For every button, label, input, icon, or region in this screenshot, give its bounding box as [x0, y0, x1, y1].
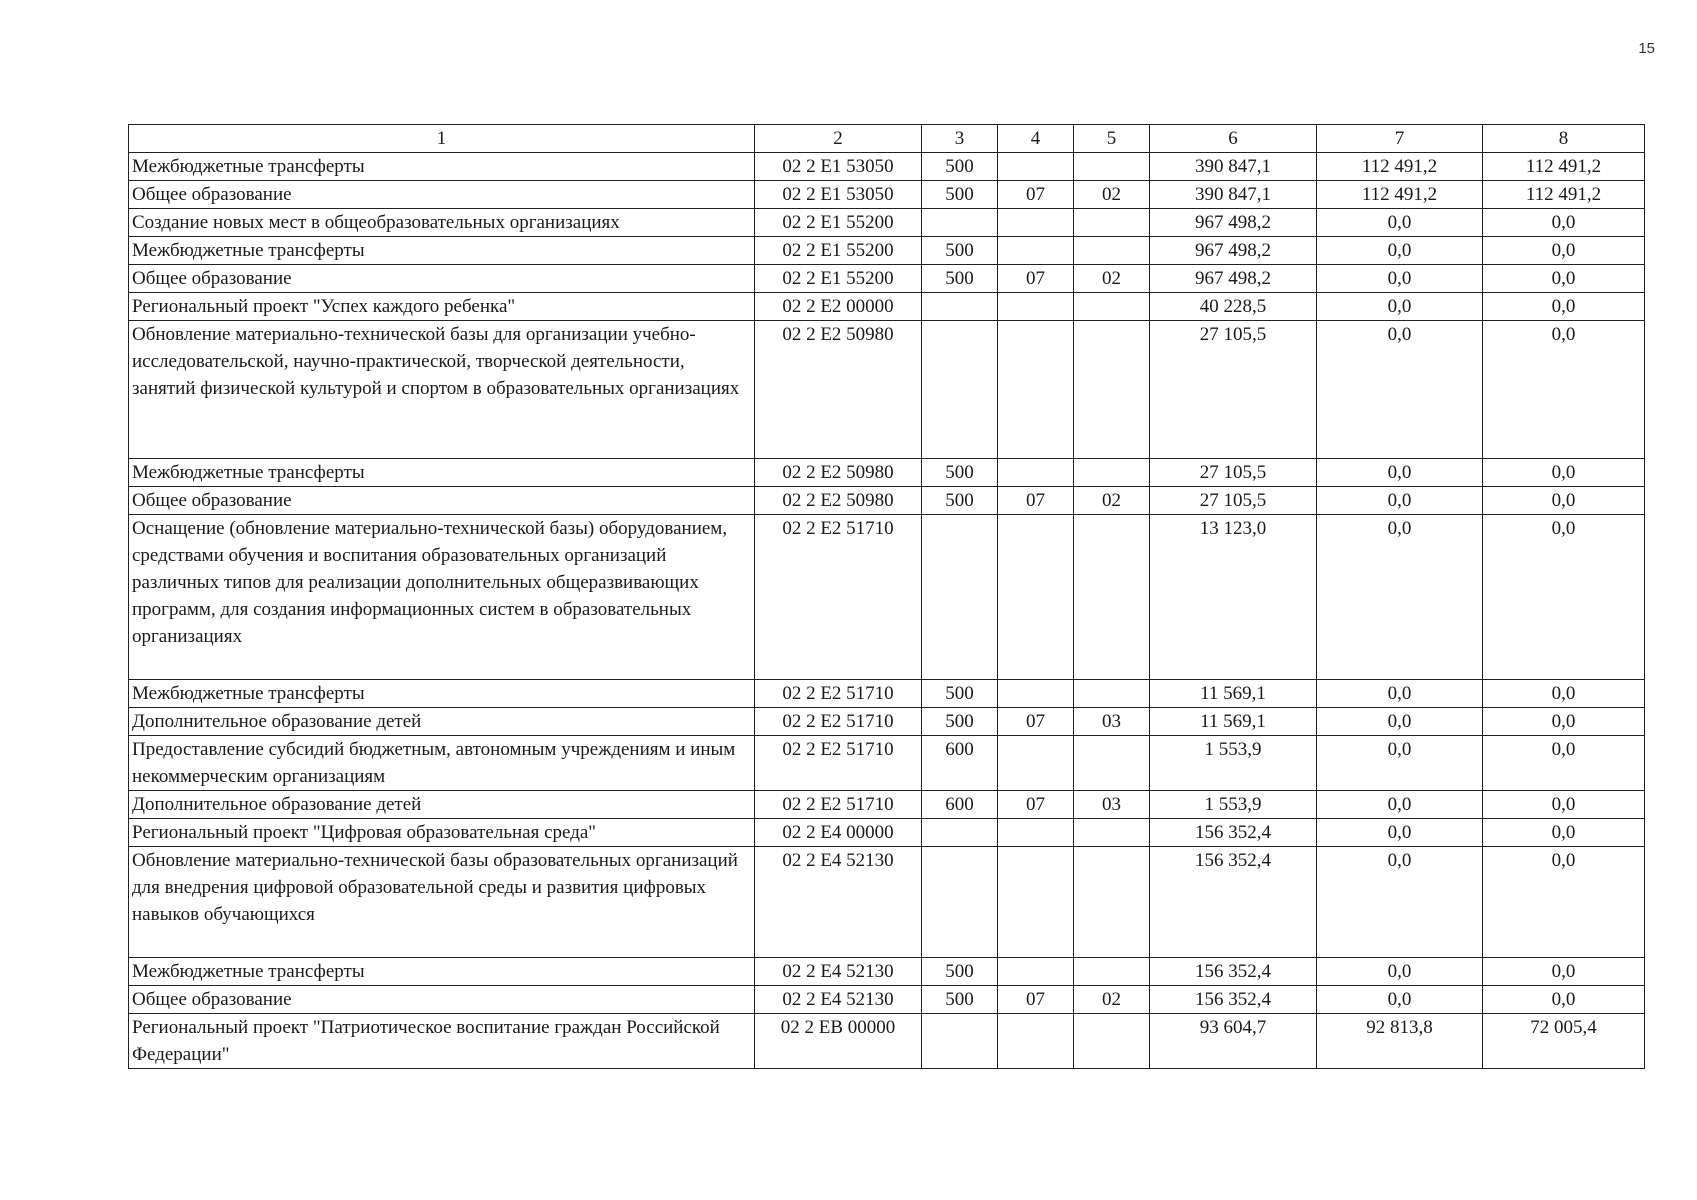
row-code-cell: 02 2 E4 52130 — [755, 847, 922, 958]
row-value-7-cell: 0,0 — [1317, 986, 1483, 1014]
row-rz-cell — [998, 819, 1074, 847]
row-vr-cell — [922, 847, 998, 958]
row-vr-cell: 500 — [922, 459, 998, 487]
row-name-cell: Региональный проект "Успех каждого ребенка" — [129, 293, 755, 321]
row-value-7-cell: 0,0 — [1317, 791, 1483, 819]
row-pr-cell — [1074, 459, 1150, 487]
row-value-6-cell: 156 352,4 — [1150, 819, 1317, 847]
row-vr-cell: 600 — [922, 736, 998, 791]
row-rz-cell — [998, 153, 1074, 181]
row-pr-cell: 03 — [1074, 708, 1150, 736]
row-value-8-cell: 72 005,4 — [1483, 1014, 1645, 1069]
table-row — [129, 153, 1645, 181]
row-value-7-cell: 0,0 — [1317, 736, 1483, 791]
row-name-cell: Дополнительное образование детей — [129, 791, 755, 819]
budget-table — [128, 124, 1645, 1069]
row-value-8-cell: 0,0 — [1483, 736, 1645, 791]
row-value-6-cell: 27 105,5 — [1150, 321, 1317, 459]
row-value-6-cell: 27 105,5 — [1150, 487, 1317, 515]
row-vr-cell — [922, 293, 998, 321]
row-value-7-cell: 0,0 — [1317, 459, 1483, 487]
table-row — [129, 209, 1645, 237]
row-value-7-cell: 112 491,2 — [1317, 153, 1483, 181]
row-rz-cell — [998, 847, 1074, 958]
row-value-7-cell: 0,0 — [1317, 209, 1483, 237]
column-header: 3 — [922, 125, 998, 153]
row-pr-cell — [1074, 1014, 1150, 1069]
row-code-cell: 02 2 E4 52130 — [755, 958, 922, 986]
row-rz-cell: 07 — [998, 181, 1074, 209]
row-code-cell: 02 2 E1 55200 — [755, 237, 922, 265]
row-code-cell: 02 2 EB 00000 — [755, 1014, 922, 1069]
row-pr-cell — [1074, 847, 1150, 958]
row-pr-cell — [1074, 209, 1150, 237]
row-value-8-cell: 0,0 — [1483, 847, 1645, 958]
row-vr-cell — [922, 321, 998, 459]
row-value-8-cell: 0,0 — [1483, 986, 1645, 1014]
column-header: 2 — [755, 125, 922, 153]
row-pr-cell — [1074, 321, 1150, 459]
row-rz-cell — [998, 459, 1074, 487]
row-name-cell: Общее образование — [129, 487, 755, 515]
row-value-8-cell: 0,0 — [1483, 487, 1645, 515]
row-vr-cell: 600 — [922, 791, 998, 819]
row-rz-cell — [998, 209, 1074, 237]
row-rz-cell — [998, 958, 1074, 986]
table-row — [129, 181, 1645, 209]
row-value-8-cell: 0,0 — [1483, 237, 1645, 265]
row-vr-cell: 500 — [922, 265, 998, 293]
row-value-7-cell: 0,0 — [1317, 708, 1483, 736]
row-rz-cell: 07 — [998, 791, 1074, 819]
row-vr-cell — [922, 209, 998, 237]
table-row — [129, 321, 1645, 459]
row-value-6-cell: 1 553,9 — [1150, 791, 1317, 819]
row-value-7-cell: 0,0 — [1317, 265, 1483, 293]
row-value-6-cell: 27 105,5 — [1150, 459, 1317, 487]
row-value-6-cell: 11 569,1 — [1150, 708, 1317, 736]
row-name-cell: Региональный проект "Цифровая образовательная среда" — [129, 819, 755, 847]
table-row — [129, 459, 1645, 487]
row-value-6-cell: 156 352,4 — [1150, 986, 1317, 1014]
table-row — [129, 515, 1645, 680]
row-vr-cell: 500 — [922, 708, 998, 736]
row-value-6-cell: 11 569,1 — [1150, 680, 1317, 708]
row-name-cell: Общее образование — [129, 986, 755, 1014]
table-row — [129, 487, 1645, 515]
row-name-cell: Общее образование — [129, 265, 755, 293]
row-value-7-cell: 0,0 — [1317, 847, 1483, 958]
row-value-8-cell: 0,0 — [1483, 708, 1645, 736]
row-pr-cell — [1074, 293, 1150, 321]
row-code-cell: 02 2 E1 55200 — [755, 265, 922, 293]
row-pr-cell — [1074, 153, 1150, 181]
row-code-cell: 02 2 E2 50980 — [755, 321, 922, 459]
row-rz-cell — [998, 515, 1074, 680]
row-name-cell: Межбюджетные трансферты — [129, 153, 755, 181]
row-rz-cell: 07 — [998, 708, 1074, 736]
row-code-cell: 02 2 E2 50980 — [755, 487, 922, 515]
row-value-7-cell: 0,0 — [1317, 487, 1483, 515]
row-code-cell: 02 2 E2 51710 — [755, 515, 922, 680]
row-vr-cell: 500 — [922, 237, 998, 265]
row-code-cell: 02 2 E1 55200 — [755, 209, 922, 237]
row-value-6-cell: 156 352,4 — [1150, 958, 1317, 986]
row-value-7-cell: 0,0 — [1317, 321, 1483, 459]
table-row — [129, 265, 1645, 293]
row-name-cell: Межбюджетные трансферты — [129, 958, 755, 986]
row-vr-cell: 500 — [922, 153, 998, 181]
row-code-cell: 02 2 E1 53050 — [755, 153, 922, 181]
row-pr-cell: 02 — [1074, 487, 1150, 515]
row-value-6-cell: 13 123,0 — [1150, 515, 1317, 680]
row-code-cell: 02 2 E2 51710 — [755, 791, 922, 819]
row-value-6-cell: 390 847,1 — [1150, 153, 1317, 181]
row-value-6-cell: 1 553,9 — [1150, 736, 1317, 791]
row-pr-cell — [1074, 736, 1150, 791]
row-value-8-cell: 0,0 — [1483, 515, 1645, 680]
row-name-cell: Дополнительное образование детей — [129, 708, 755, 736]
row-rz-cell — [998, 680, 1074, 708]
table-row — [129, 958, 1645, 986]
row-name-cell: Оснащение (обновление материально-технической базы) оборудованием, средствами обучения и воспитания образовательных организаций различных типов для реализации дополнительных общеразвивающих программ, для создания информационных систем в образовательных организациях — [129, 515, 755, 680]
row-value-8-cell: 0,0 — [1483, 819, 1645, 847]
column-header: 6 — [1150, 125, 1317, 153]
row-name-cell: Межбюджетные трансферты — [129, 237, 755, 265]
row-vr-cell: 500 — [922, 487, 998, 515]
row-value-6-cell: 40 228,5 — [1150, 293, 1317, 321]
row-pr-cell — [1074, 958, 1150, 986]
row-pr-cell — [1074, 819, 1150, 847]
row-value-8-cell: 112 491,2 — [1483, 181, 1645, 209]
row-value-6-cell: 156 352,4 — [1150, 847, 1317, 958]
table-row — [129, 736, 1645, 791]
row-value-7-cell: 92 813,8 — [1317, 1014, 1483, 1069]
row-vr-cell: 500 — [922, 986, 998, 1014]
row-value-6-cell: 390 847,1 — [1150, 181, 1317, 209]
row-value-6-cell: 967 498,2 — [1150, 237, 1317, 265]
row-value-8-cell: 0,0 — [1483, 265, 1645, 293]
row-value-8-cell: 0,0 — [1483, 791, 1645, 819]
row-vr-cell — [922, 1014, 998, 1069]
table-header-row — [129, 125, 1645, 153]
row-value-8-cell: 0,0 — [1483, 680, 1645, 708]
row-code-cell: 02 2 E4 00000 — [755, 819, 922, 847]
row-value-7-cell: 0,0 — [1317, 293, 1483, 321]
row-name-cell: Региональный проект "Патриотическое воспитание граждан Российской Федерации" — [129, 1014, 755, 1069]
row-pr-cell: 03 — [1074, 791, 1150, 819]
table-row — [129, 819, 1645, 847]
row-name-cell: Обновление материально-технической базы для организации учебно-исследовательской, научно-практической, творческой деятельности, занятий физической культурой и спортом в образовательных организациях — [129, 321, 755, 459]
row-vr-cell — [922, 819, 998, 847]
row-value-7-cell: 112 491,2 — [1317, 181, 1483, 209]
row-code-cell: 02 2 E1 53050 — [755, 181, 922, 209]
row-rz-cell — [998, 736, 1074, 791]
row-pr-cell: 02 — [1074, 181, 1150, 209]
row-name-cell: Создание новых мест в общеобразовательных организациях — [129, 209, 755, 237]
row-value-8-cell: 112 491,2 — [1483, 153, 1645, 181]
column-header: 5 — [1074, 125, 1150, 153]
row-vr-cell — [922, 515, 998, 680]
row-value-8-cell: 0,0 — [1483, 321, 1645, 459]
row-rz-cell: 07 — [998, 265, 1074, 293]
row-code-cell: 02 2 E2 51710 — [755, 736, 922, 791]
row-value-8-cell: 0,0 — [1483, 958, 1645, 986]
row-pr-cell — [1074, 680, 1150, 708]
table-row — [129, 708, 1645, 736]
column-header: 1 — [129, 125, 755, 153]
row-rz-cell: 07 — [998, 487, 1074, 515]
table-row — [129, 986, 1645, 1014]
row-value-7-cell: 0,0 — [1317, 958, 1483, 986]
column-header: 8 — [1483, 125, 1645, 153]
row-name-cell: Обновление материально-технической базы образовательных организаций для внедрения цифровой образовательной среды и развития цифровых навыков обучающихся — [129, 847, 755, 958]
table-row — [129, 1014, 1645, 1069]
row-value-6-cell: 93 604,7 — [1150, 1014, 1317, 1069]
row-name-cell: Предоставление субсидий бюджетным, автономным учреждениям и иным некоммерческим организациям — [129, 736, 755, 791]
row-vr-cell: 500 — [922, 680, 998, 708]
column-header: 4 — [998, 125, 1074, 153]
row-pr-cell — [1074, 237, 1150, 265]
row-vr-cell: 500 — [922, 958, 998, 986]
row-name-cell: Общее образование — [129, 181, 755, 209]
row-value-7-cell: 0,0 — [1317, 515, 1483, 680]
row-value-8-cell: 0,0 — [1483, 293, 1645, 321]
row-vr-cell: 500 — [922, 181, 998, 209]
table-row — [129, 680, 1645, 708]
row-code-cell: 02 2 E2 51710 — [755, 708, 922, 736]
row-name-cell: Межбюджетные трансферты — [129, 459, 755, 487]
row-value-8-cell: 0,0 — [1483, 209, 1645, 237]
row-code-cell: 02 2 E2 00000 — [755, 293, 922, 321]
row-code-cell: 02 2 E2 50980 — [755, 459, 922, 487]
row-pr-cell — [1074, 515, 1150, 680]
row-value-7-cell: 0,0 — [1317, 680, 1483, 708]
row-value-7-cell: 0,0 — [1317, 237, 1483, 265]
table-row — [129, 847, 1645, 958]
row-value-6-cell: 967 498,2 — [1150, 209, 1317, 237]
row-rz-cell — [998, 237, 1074, 265]
table-row — [129, 237, 1645, 265]
row-pr-cell: 02 — [1074, 265, 1150, 293]
row-rz-cell — [998, 293, 1074, 321]
row-rz-cell — [998, 1014, 1074, 1069]
row-rz-cell — [998, 321, 1074, 459]
table-row — [129, 293, 1645, 321]
row-value-6-cell: 967 498,2 — [1150, 265, 1317, 293]
row-name-cell: Межбюджетные трансферты — [129, 680, 755, 708]
page-number: 15 — [1638, 40, 1655, 57]
row-code-cell: 02 2 E2 51710 — [755, 680, 922, 708]
table-row — [129, 791, 1645, 819]
row-code-cell: 02 2 E4 52130 — [755, 986, 922, 1014]
row-pr-cell: 02 — [1074, 986, 1150, 1014]
column-header: 7 — [1317, 125, 1483, 153]
row-value-8-cell: 0,0 — [1483, 459, 1645, 487]
row-value-7-cell: 0,0 — [1317, 819, 1483, 847]
row-rz-cell: 07 — [998, 986, 1074, 1014]
